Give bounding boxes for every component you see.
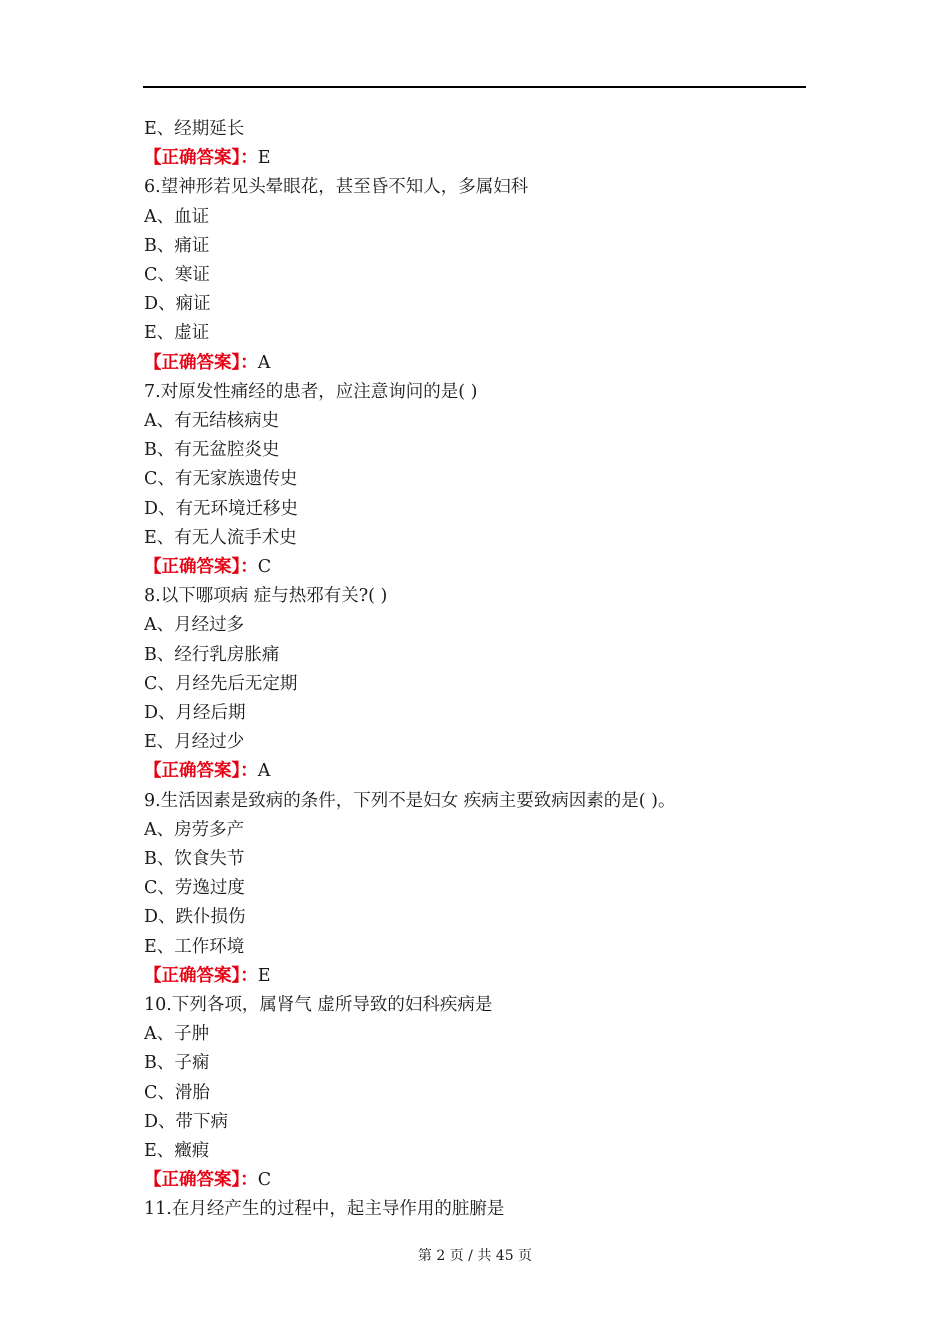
question-text: 8.以下哪项病 症与热邪有关?( ) <box>144 586 388 607</box>
option-text: E、癥瘕 <box>144 1141 210 1161</box>
answer-label: 【正确答案】： <box>144 148 258 169</box>
option-text: C、有无家族遗传史 <box>144 469 298 490</box>
answer-value: E <box>257 965 271 986</box>
option-text: A、月经过多 <box>144 615 245 636</box>
answer-line <box>144 352 270 374</box>
option-text: A、血证 <box>144 206 210 227</box>
answer-label: 【正确答案】： <box>144 1170 258 1191</box>
answer-value: C <box>257 557 272 577</box>
option-text: C、滑胎 <box>144 1082 210 1103</box>
option-text: D、带下病 <box>144 1111 229 1132</box>
answer-value: A <box>257 761 271 782</box>
answer-line <box>144 965 271 987</box>
question-text: 7.对原发性痛经的患者，应注意询问的是( ) <box>144 381 478 402</box>
answer-value: A <box>257 352 271 373</box>
answer-line <box>144 760 270 782</box>
question-text: 9.生活因素是致病的条件，下列不是妇女 疾病主要致病因素的是( )。 <box>144 790 676 811</box>
option-text: B、子痫 <box>144 1053 210 1074</box>
answer-line <box>144 147 271 169</box>
option-text: B、饮食失节 <box>144 849 245 869</box>
option-text: C、月经先后无定期 <box>144 673 298 694</box>
option-text: D、月经后期 <box>144 703 246 723</box>
answer-label: 【正确答案】： <box>144 761 258 782</box>
option-text: E、月经过少 <box>144 732 245 753</box>
answer-value: E <box>257 148 271 169</box>
option-text: A、子肿 <box>144 1024 210 1045</box>
question-text: 11.在月经产生的过程中，起主导作用的脏腑是 <box>144 1199 505 1220</box>
option-text: E、有无人流手术史 <box>144 527 297 548</box>
option-text: A、房劳多产 <box>144 819 245 840</box>
answer-label: 【正确答案】： <box>144 352 258 373</box>
option-text: D、跌仆损伤 <box>144 907 246 928</box>
header-rule <box>143 86 806 88</box>
page-footer: 第 2 页 / 共 45 页 <box>417 1248 533 1264</box>
answer-line <box>144 1169 271 1191</box>
option-text: D、有无环境迁移史 <box>144 498 299 519</box>
option-text: E、虚证 <box>144 323 210 344</box>
option-text: E、工作环境 <box>144 936 245 957</box>
option-text: C、劳逸过度 <box>144 878 245 899</box>
option-text: B、痛证 <box>144 235 210 256</box>
answer-line <box>144 556 271 578</box>
option-text: A、有无结核病史 <box>144 411 280 431</box>
question-text: 10.下列各项，属肾气 虚所导致的妇科疾病是 <box>144 995 493 1015</box>
option-text: B、经行乳房胀痛 <box>144 644 280 665</box>
option-text: E、经期延长 <box>144 119 245 139</box>
answer-value: C <box>257 1170 272 1191</box>
question-text: 6.望神形若见头晕眼花，甚至昏不知人，多属妇科 <box>144 177 529 198</box>
option-text: C、寒证 <box>144 265 210 285</box>
option-text: D、痫证 <box>144 294 211 315</box>
answer-label: 【正确答案】： <box>144 965 258 986</box>
answer-label: 【正确答案】： <box>144 557 258 577</box>
option-text: B、有无盆腔炎史 <box>144 440 280 461</box>
